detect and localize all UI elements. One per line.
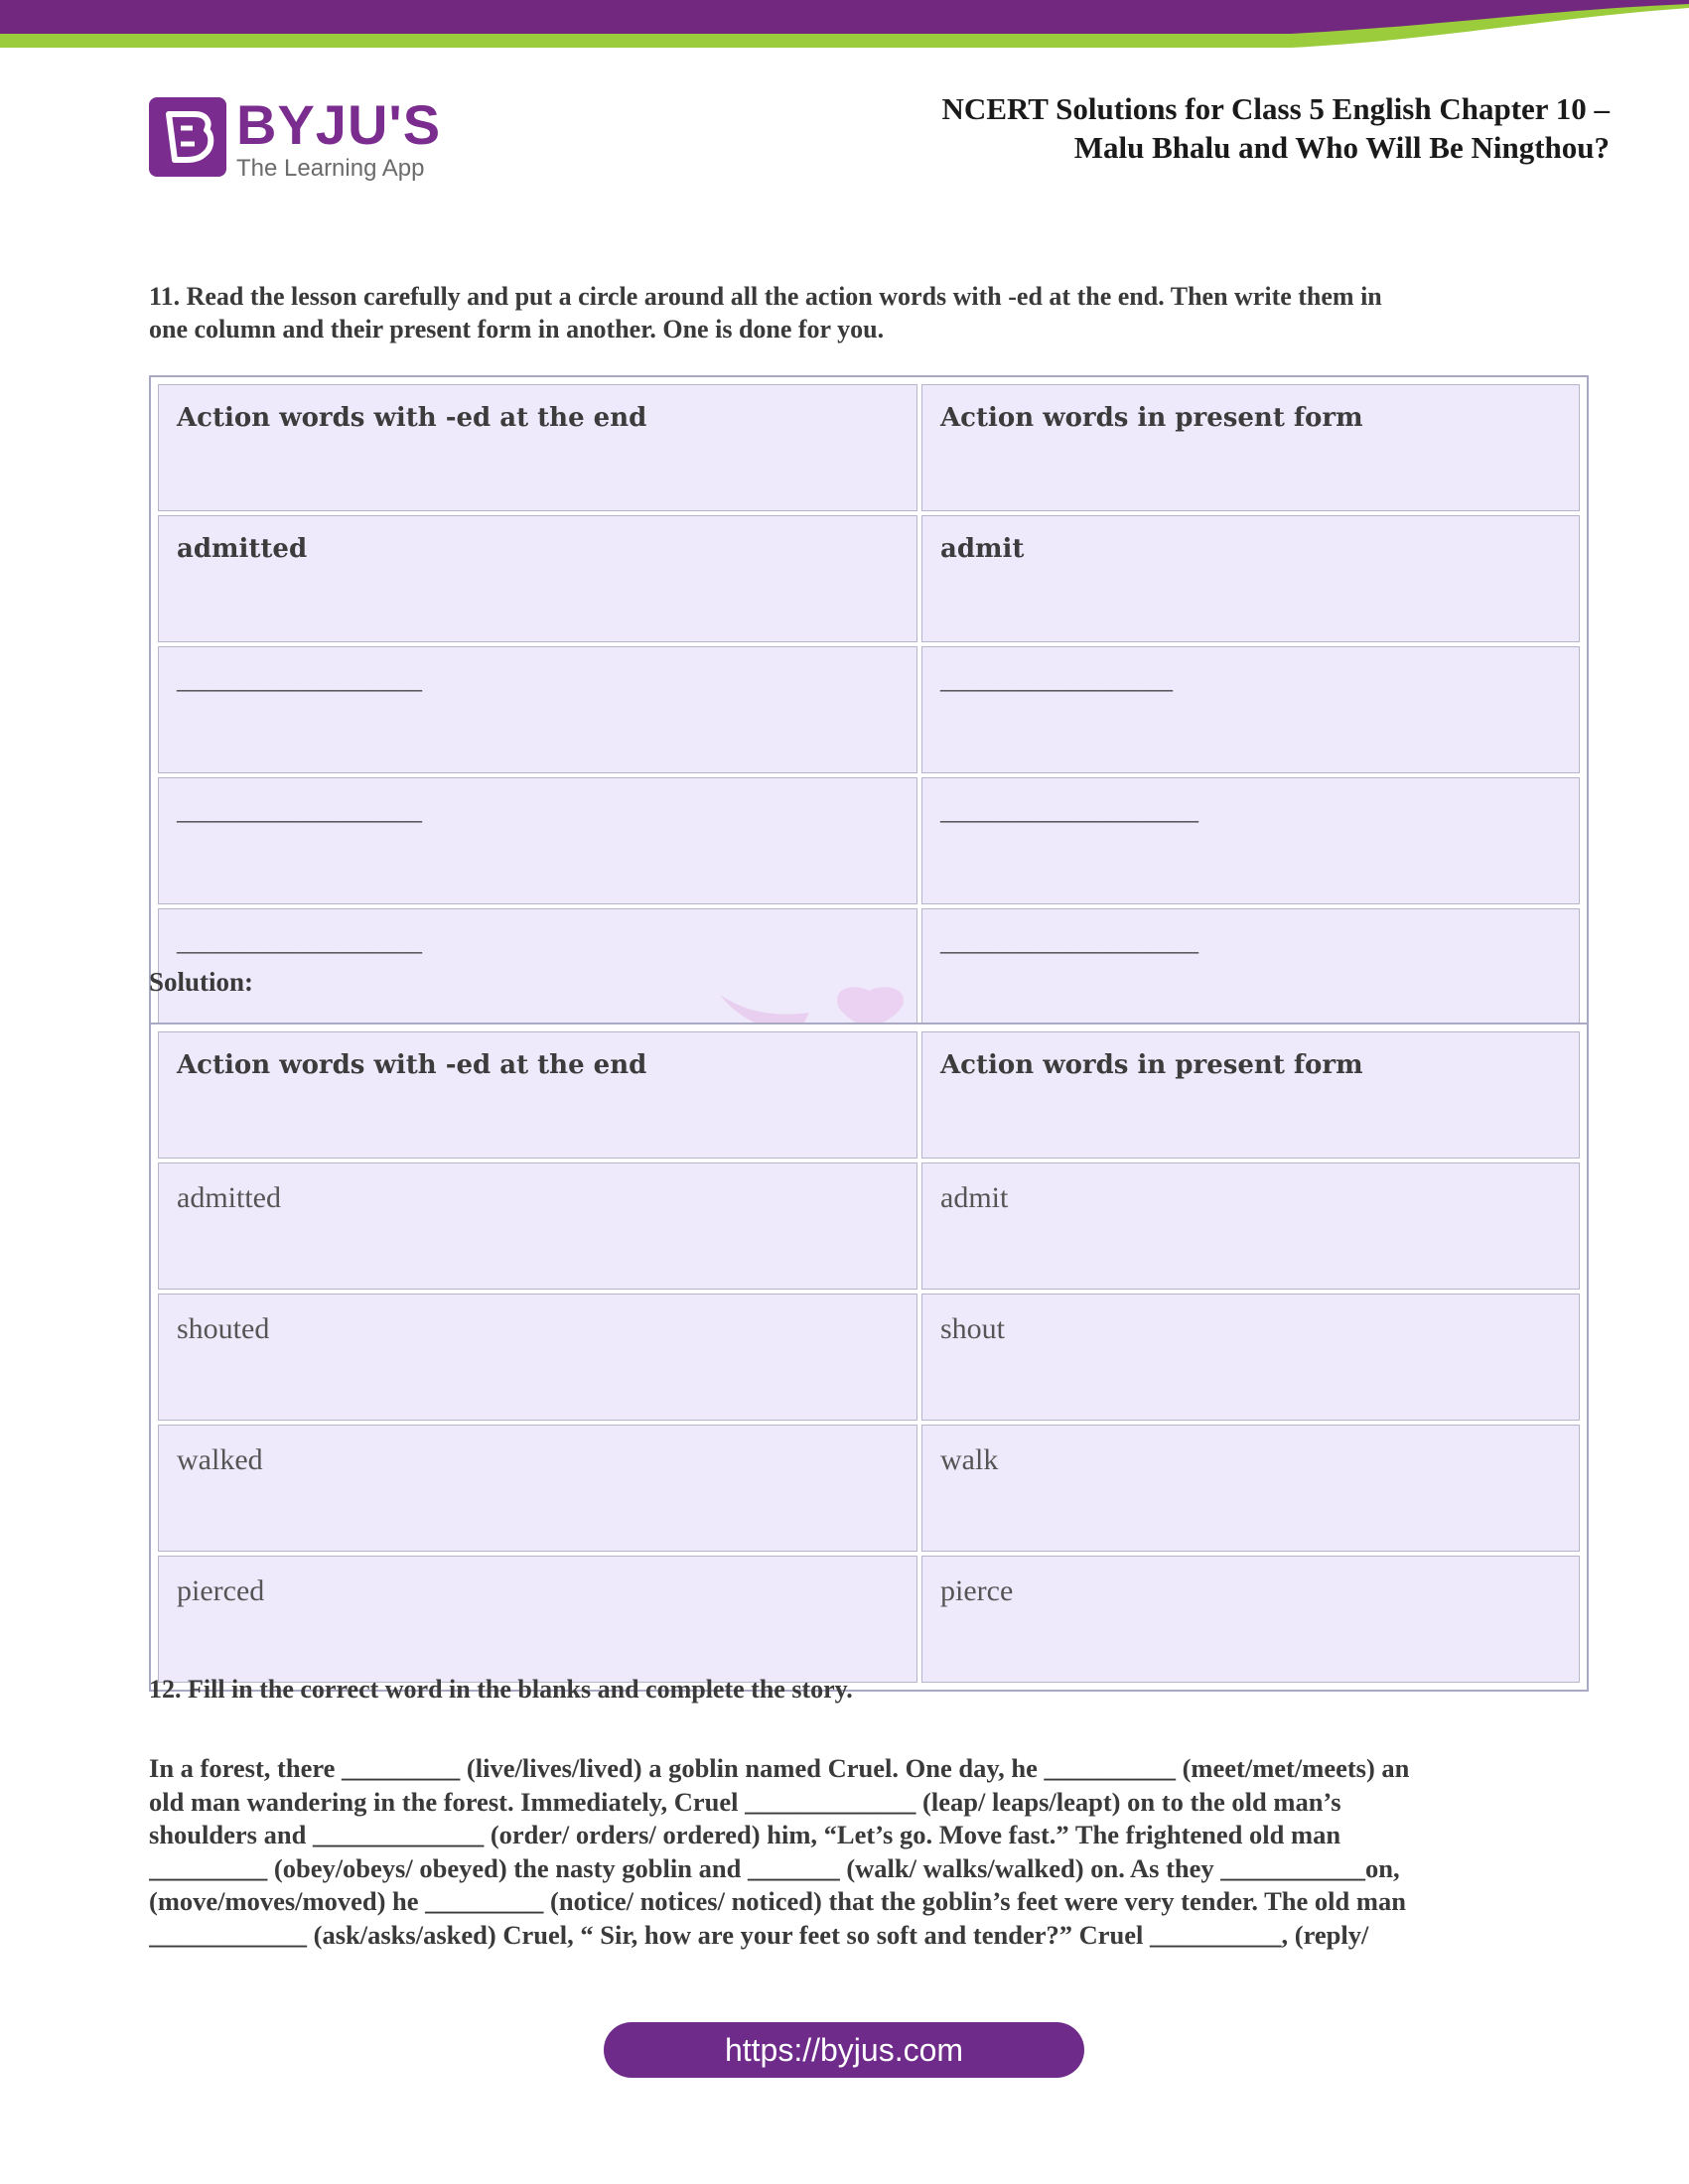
- table-row: [158, 1425, 1580, 1552]
- top-decorative-band: [0, 0, 1689, 60]
- blank-cell: ___________________: [158, 908, 917, 1035]
- question-12-story: [149, 1752, 1551, 1952]
- table-row: [158, 1162, 1580, 1290]
- table-cell: shout: [921, 1294, 1580, 1421]
- table-cell: walk: [921, 1425, 1580, 1552]
- table-header-row: [158, 384, 1580, 511]
- table-header-row: [158, 1031, 1580, 1159]
- logo-tagline: The Learning App: [236, 155, 425, 182]
- table-row: [158, 646, 1580, 773]
- story-line: old man wandering in the forest. Immediately, Cruel _____________ (leap/ leaps/leapt) on to the old man’s: [149, 1786, 1341, 1817]
- title-line-1: NCERT Solutions for Class 5 English Chapter 10 –: [941, 91, 1610, 126]
- table-cell: shouted: [158, 1294, 917, 1421]
- story-line: _________ (obey/obeys/ obeyed) the nasty goblin and _______ (walk/ walks/walked) on. As they ___________on,: [149, 1852, 1400, 1883]
- table-cell: admit: [921, 515, 1580, 642]
- story-line: In a forest, there _________ (live/lives/lived) a goblin named Cruel. One day, he __________ (meet/met/meets) an: [149, 1753, 1410, 1783]
- header-cell: Action words with -ed at the end: [158, 1031, 917, 1159]
- question-11-table: [149, 375, 1589, 1044]
- blank-cell: ___________________: [158, 646, 917, 773]
- header-cell: Action words in present form: [921, 1031, 1580, 1159]
- table-cell: pierced: [158, 1556, 917, 1683]
- story-line: shoulders and _____________ (order/ orders/ ordered) him, “Let’s go. Move fast.” The frightened old man: [149, 1820, 1341, 1849]
- table-row: [158, 777, 1580, 904]
- table-row: [158, 1556, 1580, 1683]
- header-cell: Action words with -ed at the end: [158, 384, 917, 511]
- footer-url-link[interactable]: https://byjus.com: [604, 2022, 1084, 2078]
- blank-cell: __________________: [921, 646, 1580, 773]
- logo-b-icon: [149, 97, 226, 177]
- question-11: [149, 280, 1539, 345]
- question-11-line-1: 11. Read the lesson carefully and put a circle around all the action words with -ed at the end. Then write them in: [149, 282, 1382, 311]
- question-11-line-2: one column and their present form in another. One is done for you.: [149, 315, 885, 343]
- table-cell: pierce: [921, 1556, 1580, 1683]
- story-line: (move/moves/moved) he _________ (notice/ notices/ noticed) that the goblin’s feet were very tender. The old man: [149, 1886, 1406, 1916]
- table-cell: admitted: [158, 515, 917, 642]
- header-cell: Action words in present form: [921, 384, 1580, 511]
- blank-cell: ___________________: [158, 777, 917, 904]
- document-title: [716, 89, 1610, 167]
- question-12-title: 12. Fill in the correct word in the blanks and complete the story.: [149, 1675, 853, 1704]
- blank-cell: ____________________: [921, 777, 1580, 904]
- logo-name: BYJU'S: [236, 93, 442, 156]
- solution-table: [149, 1023, 1589, 1692]
- table-cell: walked: [158, 1425, 917, 1552]
- table-row: [158, 515, 1580, 642]
- story-line: ____________ (ask/asks/asked) Cruel, “ Sir, how are your feet so soft and tender?” Cruel __________, (reply/: [149, 1919, 1369, 1950]
- blank-cell: ____________________: [921, 908, 1580, 1035]
- byjus-logo: [149, 93, 442, 183]
- solution-label: Solution:: [149, 967, 254, 997]
- table-cell: admitted: [158, 1162, 917, 1290]
- title-line-2: Malu Bhalu and Who Will Be Ningthou?: [1073, 130, 1610, 165]
- table-cell: admit: [921, 1162, 1580, 1290]
- table-row: [158, 1294, 1580, 1421]
